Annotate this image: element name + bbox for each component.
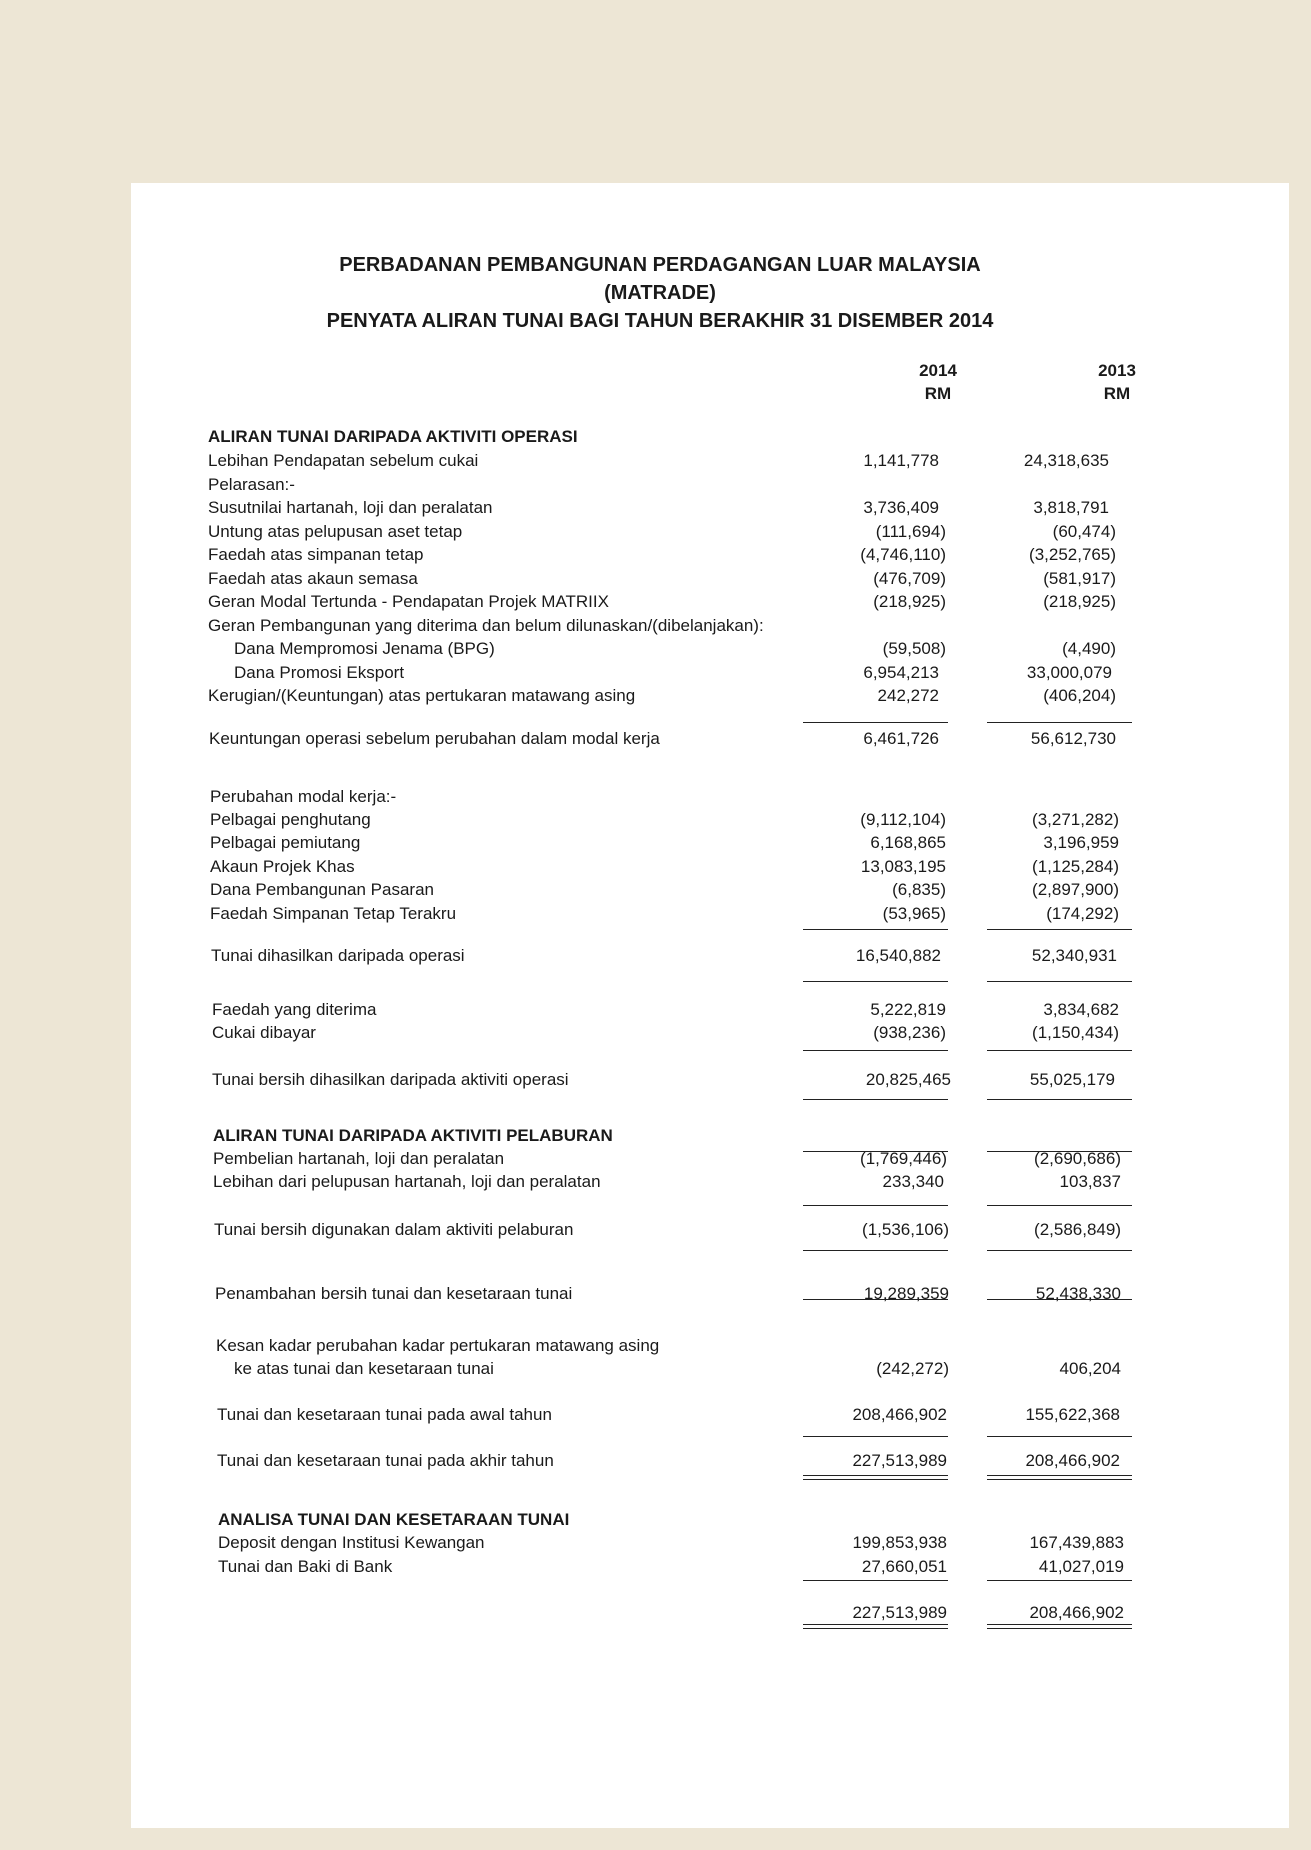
section-heading: ANALISA TUNAI DAN KESETARAAN TUNAI <box>218 1510 570 1529</box>
row-label: Kerugian/(Keuntungan) atas pertukaran matawang asing <box>208 686 636 705</box>
value-2014: 6,168,865 <box>870 833 946 852</box>
row-label: Lebihan Pendapatan sebelum cukai <box>208 451 479 470</box>
value-2014: (6,835) <box>892 880 946 899</box>
row-label: Susutnilai hartanah, loji dan peralatan <box>208 498 493 517</box>
column-unit: RM <box>1103 384 1131 403</box>
row-label: Faedah Simpanan Tetap Terakru <box>210 904 457 923</box>
column-header-2013 <box>1047 359 1187 405</box>
row-label: Perubahan modal kerja:- <box>210 787 397 806</box>
row-label: Tunai bersih digunakan dalam aktiviti pelaburan <box>214 1220 574 1239</box>
table-row <box>131 1404 1289 1426</box>
table-row <box>131 1335 1289 1357</box>
value-2013: (3,271,282) <box>1032 810 1119 829</box>
row-label: Tunai dan Baki di Bank <box>218 1557 393 1576</box>
value-2013: 56,612,730 <box>1030 729 1116 748</box>
table-row <box>131 728 1289 750</box>
column-year: 2014 <box>919 361 957 380</box>
table-row <box>131 1509 1289 1531</box>
value-2013: 52,438,330 <box>1035 1284 1121 1303</box>
row-label: Untung atas pelupusan aset tetap <box>208 522 463 541</box>
rule-2014 <box>803 1250 948 1251</box>
value-2013: 3,818,791 <box>1033 498 1109 517</box>
value-2014: (1,536,106) <box>862 1220 949 1239</box>
table-row <box>131 999 1289 1021</box>
value-2013: 155,622,368 <box>1025 1405 1120 1424</box>
row-label: Kesan kadar perubahan kadar pertukaran matawang asing <box>216 1336 660 1355</box>
row-label: Pelbagai penghutang <box>210 810 371 829</box>
value-2013: 3,196,959 <box>1043 833 1119 852</box>
value-2014: 227,513,989 <box>852 1451 947 1470</box>
row-label: Keuntungan operasi sebelum perubahan dalam modal kerja <box>209 729 660 748</box>
rule-2014 <box>803 1205 948 1206</box>
row-label: Geran Modal Tertunda - Pendapatan Projek MATRIIX <box>208 592 609 611</box>
rule-2014 <box>803 1436 948 1437</box>
rule-2013 <box>987 1250 1132 1251</box>
value-2014: (59,508) <box>882 639 946 658</box>
row-label: Pelbagai pemiutang <box>210 833 361 852</box>
table-row <box>131 497 1289 519</box>
row-label: Dana Mempromosi Jenama (BPG) <box>234 639 495 658</box>
value-2013: (4,490) <box>1062 639 1116 658</box>
value-2014: 6,461,726 <box>863 729 939 748</box>
rule-2013 <box>987 1205 1132 1206</box>
rule-2013 <box>987 1151 1132 1152</box>
value-2014: (53,965) <box>882 904 946 923</box>
table-row <box>131 1450 1289 1472</box>
value-2014: 5,222,819 <box>870 1000 946 1019</box>
value-2013: (2,690,686) <box>1034 1149 1121 1168</box>
value-2013: (2,897,900) <box>1032 880 1119 899</box>
value-2013: 33,000,079 <box>1026 663 1112 682</box>
value-2014: 208,466,902 <box>852 1405 947 1424</box>
table-row <box>131 856 1289 878</box>
rule-2013 <box>987 1099 1132 1100</box>
rule-2014-double <box>803 1475 948 1480</box>
rule-2014 <box>803 981 948 982</box>
value-2013: (1,125,284) <box>1032 857 1119 876</box>
table-row <box>131 685 1289 707</box>
value-2014: 19,289,359 <box>863 1284 949 1303</box>
value-2014: 242,272 <box>877 686 939 705</box>
value-2013: 208,466,902 <box>1025 1451 1120 1470</box>
row-label: Lebihan dari pelupusan hartanah, loji dan peralatan <box>213 1172 601 1191</box>
value-2014: 1,141,778 <box>863 451 939 470</box>
value-2013: 41,027,019 <box>1038 1557 1124 1576</box>
table-row <box>131 426 1289 448</box>
row-label: Faedah yang diterima <box>212 1000 377 1019</box>
table-row <box>131 1171 1289 1193</box>
value-2014: (1,769,446) <box>860 1149 947 1168</box>
rule-2013 <box>987 1050 1132 1051</box>
rule-2014 <box>803 1151 948 1152</box>
value-2013: 167,439,883 <box>1029 1533 1124 1552</box>
row-label: Geran Pembangunan yang diterima dan belum dilunaskan/(dibelanjakan): <box>208 616 764 635</box>
table-row <box>131 615 1289 637</box>
value-2013: 24,318,635 <box>1023 451 1109 470</box>
row-label: Deposit dengan Institusi Kewangan <box>218 1533 485 1552</box>
column-unit: RM <box>924 384 952 403</box>
table-row <box>131 1602 1289 1624</box>
value-2014: (242,272) <box>876 1359 949 1378</box>
rule-2013 <box>987 722 1132 723</box>
value-2014: (4,746,110) <box>860 545 946 564</box>
table-row <box>131 521 1289 543</box>
row-label: Dana Promosi Eksport <box>234 663 405 682</box>
value-2014: (9,112,104) <box>860 810 946 829</box>
row-label: ke atas tunai dan kesetaraan tunai <box>234 1359 494 1378</box>
row-label: Pembelian hartanah, loji dan peralatan <box>213 1149 505 1168</box>
value-2013: 52,340,931 <box>1031 946 1117 965</box>
value-2013: 103,837 <box>1059 1172 1121 1191</box>
row-label: Tunai dihasilkan daripada operasi <box>211 946 465 965</box>
value-2013: (1,150,434) <box>1032 1023 1119 1042</box>
value-2013: (174,292) <box>1046 904 1119 923</box>
table-row <box>131 568 1289 590</box>
value-2014: 3,736,409 <box>863 498 939 517</box>
row-label: Tunai bersih dihasilkan daripada aktiviti operasi <box>212 1070 569 1089</box>
table-row <box>131 903 1289 925</box>
value-2014: (218,925) <box>873 592 946 611</box>
rule-2013 <box>987 929 1132 930</box>
row-label: Dana Pembangunan Pasaran <box>210 880 434 899</box>
table-row <box>131 1125 1289 1147</box>
rule-2013-double <box>987 1624 1132 1629</box>
table-row <box>131 591 1289 613</box>
row-label: Faedah atas akaun semasa <box>208 569 418 588</box>
rule-2013 <box>987 1436 1132 1437</box>
rule-2013 <box>987 1299 1132 1300</box>
row-label: Tunai dan kesetaraan tunai pada awal tahun <box>217 1405 552 1424</box>
row-label: Faedah atas simpanan tetap <box>208 545 424 564</box>
value-2014: 233,340 <box>882 1172 944 1191</box>
value-2014: (938,236) <box>873 1023 946 1042</box>
value-2014: 6,954,213 <box>863 663 939 682</box>
value-2013: (3,252,765) <box>1029 545 1116 564</box>
value-2014: 16,540,882 <box>855 946 941 965</box>
value-2013: 3,834,682 <box>1043 1000 1119 1019</box>
value-2014: 13,083,195 <box>860 857 946 876</box>
table-row <box>131 1219 1289 1241</box>
value-2014: 227,513,989 <box>852 1603 947 1622</box>
table-row <box>131 809 1289 831</box>
section-heading: ALIRAN TUNAI DARIPADA AKTIVITI PELABURAN <box>213 1126 613 1145</box>
value-2013: (218,925) <box>1043 592 1116 611</box>
statement-title <box>131 251 1189 335</box>
value-2013: (581,917) <box>1043 569 1116 588</box>
rule-2014 <box>803 929 948 930</box>
value-2013: 406,204 <box>1059 1359 1121 1378</box>
table-row <box>131 832 1289 854</box>
title-line-1: PERBADANAN PEMBANGUNAN PERDAGANGAN LUAR MALAYSIA <box>339 254 981 276</box>
rule-2014 <box>803 722 948 723</box>
table-row <box>131 544 1289 566</box>
value-2014: 20,825,465 <box>865 1070 951 1089</box>
rule-2013-double <box>987 1475 1132 1480</box>
rule-2014-double <box>803 1624 948 1629</box>
row-label: Akaun Projek Khas <box>210 857 355 876</box>
table-row <box>131 1556 1289 1578</box>
table-row <box>131 638 1289 660</box>
row-label: Cukai dibayar <box>212 1023 316 1042</box>
table-row <box>131 474 1289 496</box>
value-2013: (2,586,849) <box>1034 1220 1121 1239</box>
rule-2013 <box>987 981 1132 982</box>
table-row <box>131 1069 1289 1091</box>
table-row <box>131 662 1289 684</box>
table-row <box>131 450 1289 472</box>
rule-2014 <box>803 1299 948 1300</box>
value-2014: 27,660,051 <box>861 1557 947 1576</box>
value-2014: (476,709) <box>873 569 946 588</box>
value-2013: 208,466,902 <box>1029 1603 1124 1622</box>
row-label: Tunai dan kesetaraan tunai pada akhir tahun <box>217 1451 554 1470</box>
row-label: Penambahan bersih tunai dan kesetaraan tunai <box>215 1284 573 1303</box>
title-line-2: (MATRADE) <box>604 282 716 304</box>
table-row <box>131 1358 1289 1380</box>
section-heading: ALIRAN TUNAI DARIPADA AKTIVITI OPERASI <box>208 427 578 446</box>
value-2013: (60,474) <box>1052 522 1116 541</box>
table-row <box>131 1532 1289 1554</box>
value-2014: 199,853,938 <box>852 1533 947 1552</box>
value-2014: (111,694) <box>875 522 946 541</box>
table-row <box>131 786 1289 808</box>
column-header-2014 <box>868 359 1008 405</box>
table-row <box>131 879 1289 901</box>
rule-2013 <box>987 1580 1132 1581</box>
rule-2014 <box>803 1580 948 1581</box>
statement-page <box>131 183 1289 1828</box>
table-row <box>131 1022 1289 1044</box>
rule-2014 <box>803 1050 948 1051</box>
table-row <box>131 945 1289 967</box>
table-row <box>131 1283 1289 1305</box>
title-line-3: PENYATA ALIRAN TUNAI BAGI TAHUN BERAKHIR 31 DISEMBER 2014 <box>326 310 994 332</box>
rule-2014 <box>803 1099 948 1100</box>
row-label: Pelarasan:- <box>208 475 295 494</box>
value-2013: (406,204) <box>1043 686 1116 705</box>
value-2013: 55,025,179 <box>1029 1070 1115 1089</box>
column-year: 2013 <box>1098 361 1136 380</box>
